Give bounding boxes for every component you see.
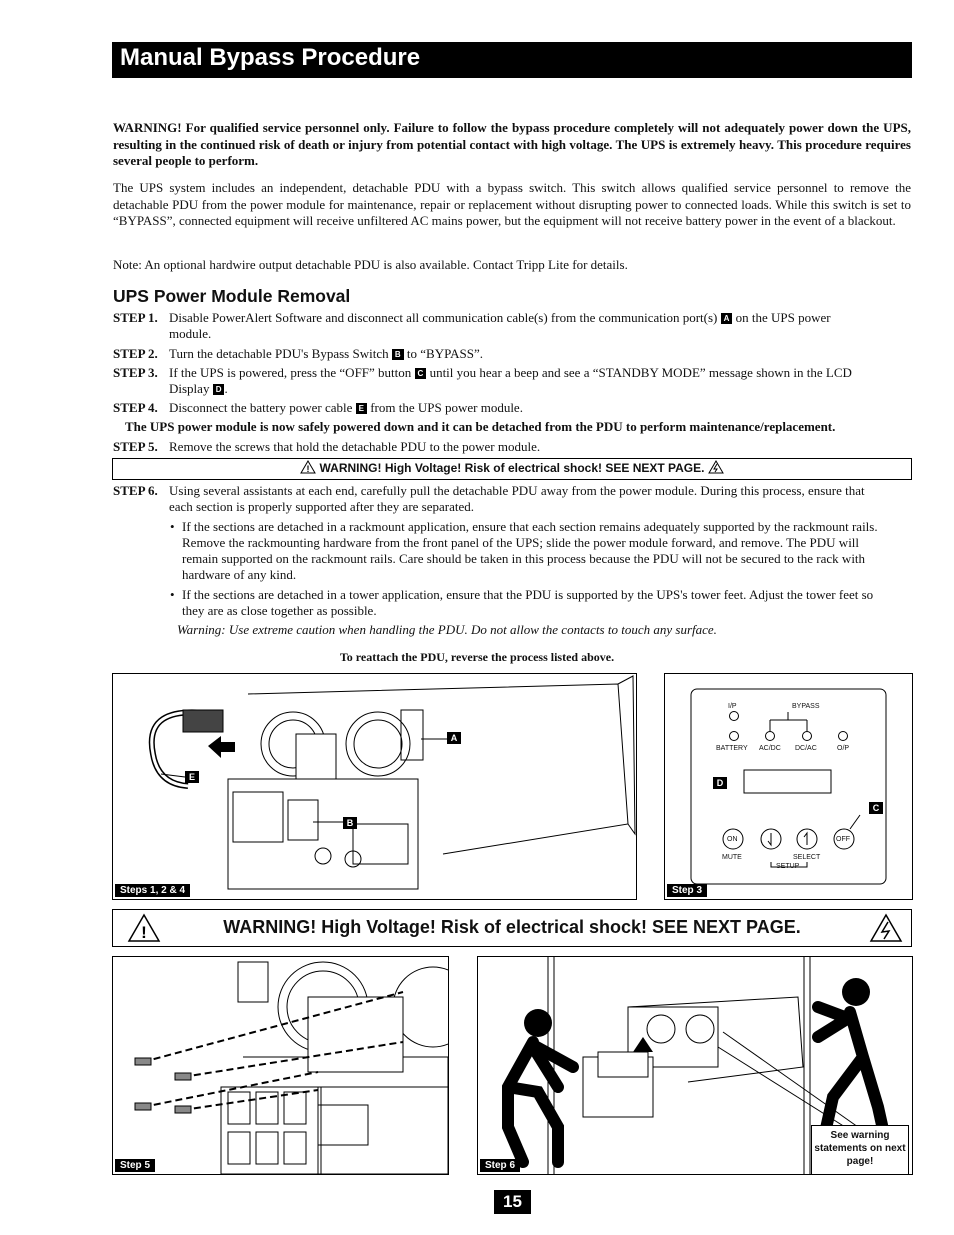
- figure-step-5: [112, 956, 449, 1175]
- svg-text:!: !: [141, 923, 147, 942]
- step-text: Using several assistants at each end, carefully pull the detachable PDU away from the power module. During this process, ensure that each section is properly supported after they are separated.: [169, 483, 865, 514]
- callout-e: E: [185, 771, 199, 783]
- callout-badge: C: [415, 368, 427, 379]
- page-number: 15: [494, 1190, 531, 1214]
- screw-removal-illustration: [113, 957, 448, 1174]
- callout-a: A: [447, 732, 461, 744]
- step-text: [169, 400, 869, 416]
- label-mute: MUTE: [722, 854, 742, 861]
- intro-paragraph: The UPS system includes an independent, detachable PDU with a bypass switch. This switch allows qualified service personnel to remove the detachable PDU from the power module for maintenance, repair or replacement without disrupting power to connected loads. While this switch is set to “BYPASS”, connected equipment will receive unfiltered AC mains power, but the equipment will not receive battery power in the event of a blackout.: [113, 180, 911, 228]
- label-op: O/P: [837, 745, 850, 752]
- note-paragraph: Note: An optional hardwire output detachable PDU is also available. Contact Tripp Lite for details.: [113, 257, 628, 272]
- step-text-part: Turn the detachable PDU's Bypass Switch: [169, 346, 389, 361]
- label-battery: BATTERY: [716, 745, 748, 752]
- section-heading: UPS Power Module Removal: [113, 286, 351, 306]
- label-ip: I/P: [728, 703, 737, 710]
- shock-triangle-icon: [869, 913, 903, 943]
- italic-warning: Warning: Use extreme caution when handling the PDU. Do not allow the contacts to touch any surface.: [177, 622, 717, 637]
- step-text-part: .: [224, 381, 228, 396]
- step-label: STEP 6.: [113, 483, 158, 498]
- callout-badge: E: [356, 403, 367, 414]
- warning-triangle-icon: [300, 460, 316, 474]
- label-select: SELECT: [793, 854, 821, 861]
- callout-badge: D: [213, 384, 225, 395]
- big-warning-box: [112, 909, 912, 947]
- callout-badge: B: [392, 349, 404, 360]
- warning-bar-text: WARNING! High Voltage! Risk of electrical shock! SEE NEXT PAGE.: [319, 461, 705, 475]
- callout-b: B: [343, 817, 357, 829]
- list-item-text: If the sections are detached in a tower application, ensure that the PDU is supported by the UPS's tower feet. Adjust the tower feet so they are as close together as possible.: [182, 587, 874, 618]
- step-label: STEP 4.: [113, 400, 158, 415]
- step-text-part: to “BYPASS”.: [406, 346, 483, 361]
- label-off: OFF: [836, 836, 850, 843]
- see-warning-note: See warning statements on next page!: [811, 1125, 909, 1175]
- label-acdc: AC/DC: [759, 745, 781, 752]
- step-label: STEP 5.: [113, 439, 158, 454]
- step-text: [169, 365, 869, 397]
- figure-steps-1-2-4: [112, 673, 637, 900]
- reattach-note: To reattach the PDU, reverse the process listed above.: [339, 650, 615, 664]
- label-bypass: BYPASS: [792, 703, 820, 710]
- title-bar: [112, 42, 912, 78]
- ups-rear-illustration: [113, 674, 636, 899]
- page-title: Manual Bypass Procedure: [120, 44, 421, 71]
- step-text-part: until you hear a beep and see a “STANDBY MODE” message shown in the LCD Display: [169, 365, 852, 396]
- step-text: [169, 346, 869, 362]
- step-label: STEP 2.: [113, 346, 158, 361]
- warning-paragraph: WARNING! For qualified service personnel only. Failure to follow the bypass procedure completely will not adequately power down the UPS, resulting in the continued risk of death or injury from potential contact with high voltage. The UPS is extremely heavy. This procedure requires several people to perform.: [113, 120, 911, 168]
- step-text: Remove the screws that hold the detachable PDU to the power module.: [169, 439, 541, 454]
- figure-tag: Step 6: [480, 1159, 520, 1172]
- step-text: [169, 310, 869, 342]
- step-text-part: Disable PowerAlert Software and disconnect all communication cable(s) from the communication port(s): [169, 310, 718, 325]
- step-label: STEP 3.: [113, 365, 158, 380]
- figure-step-3: [664, 673, 913, 900]
- callout-d: D: [713, 777, 727, 789]
- label-setup: SETUP: [776, 863, 800, 870]
- label-dcac: DC/AC: [795, 745, 817, 752]
- callout-badge: A: [721, 313, 733, 324]
- step-text-part: If the UPS is powered, press the “OFF” button: [169, 365, 412, 380]
- list-item-text: If the sections are detached in a rackmount application, ensure that each section remains adequately supported by the rackmount rails. Remove the rackmounting hardware from the front panel of the UPS; slide the power module forward, and remove. The PDU will remain supported on the rackmount rails. Care should be taken in this process because the PDU will not be secured to the rack with hardware of any kind.: [182, 519, 878, 582]
- step-text-part: Disconnect the battery power cable: [169, 400, 353, 415]
- label-on: ON: [727, 836, 738, 843]
- bold-note: The UPS power module is now safely powered down and it can be detached from the PDU to perform maintenance/replacement.: [125, 419, 836, 434]
- shock-triangle-icon: [708, 460, 724, 474]
- svg-text:!: !: [306, 464, 310, 474]
- big-warning-text: WARNING! High Voltage! Risk of electrical shock! SEE NEXT PAGE.: [223, 917, 801, 937]
- step-label: STEP 1.: [113, 310, 158, 325]
- step-text-part: on the UPS power module.: [169, 310, 831, 341]
- callout-c: C: [869, 802, 883, 814]
- figure-tag: Step 5: [115, 1159, 155, 1172]
- step-text-part: from the UPS power module.: [370, 400, 523, 415]
- figure-tag: Step 3: [667, 884, 707, 897]
- warning-bar: [112, 458, 912, 480]
- figure-tag: Steps 1, 2 & 4: [115, 884, 190, 897]
